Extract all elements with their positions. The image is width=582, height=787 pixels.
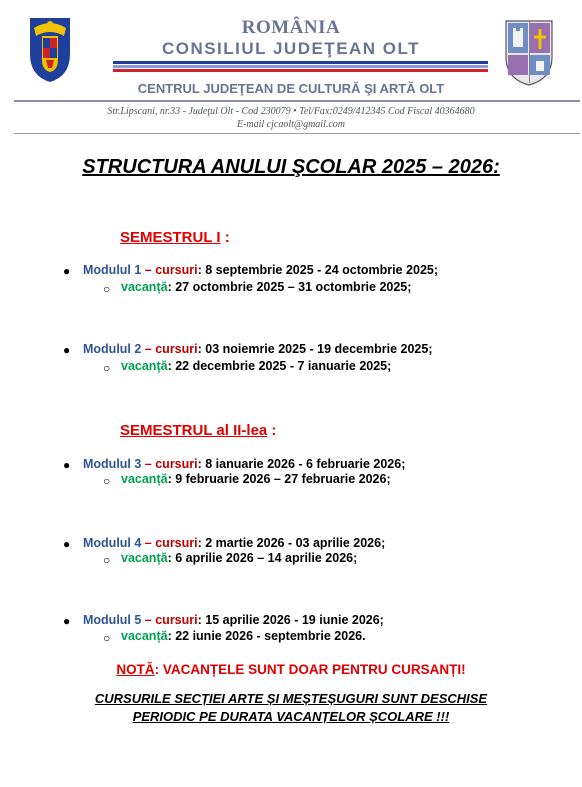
courses-label: cursuri	[155, 613, 198, 627]
semester-2-heading	[120, 422, 276, 439]
module-courses-line	[83, 342, 432, 356]
bullet-circle-icon: ○	[103, 631, 111, 645]
bullet-circle-icon: ○	[103, 474, 111, 488]
vacation-label: vacanță	[121, 629, 168, 643]
module-vacation-line	[121, 551, 357, 565]
address-line: Str.Lipscani, nr.33 - Judeţul Olt - Cod 230079 • Tel/Fax:0249/412345 Cod Fiscal 40364680	[107, 106, 475, 117]
bullet-circle-icon: ○	[103, 282, 111, 296]
courses-dates: : 03 noiemrie 2025 - 19 decembrie 2025;	[197, 342, 433, 356]
note-line	[0, 662, 582, 677]
courses-label: cursuri	[155, 536, 198, 550]
module-vacation-line	[121, 280, 411, 294]
vacation-label: vacanță	[121, 472, 168, 486]
bullet-disc-icon: ●	[63, 264, 71, 278]
semester-suffix: :	[267, 422, 277, 439]
module-vacation-line	[121, 472, 391, 486]
courses-dates: : 8 ianuarie 2026 - 6 februarie 2026;	[197, 457, 406, 471]
dash: –	[141, 342, 156, 356]
courses-dates: : 2 martie 2026 - 03 aprilie 2026;	[197, 536, 386, 550]
bullet-disc-icon: ●	[63, 614, 71, 628]
address-block	[0, 105, 582, 131]
dash: –	[141, 457, 156, 471]
email-line: E-mail cjcaolt@gmail.com	[236, 119, 346, 130]
courses-label: cursuri	[155, 263, 198, 277]
vacation-dates: : 27 octombrie 2025 – 31 octombrie 2025;	[167, 280, 412, 294]
dash: –	[141, 613, 156, 627]
note-text: : VACANȚELE SUNT DOAR PENTRU CURSANȚI!	[154, 662, 466, 677]
courses-label: cursuri	[155, 342, 198, 356]
module-name: Modulul 2	[83, 342, 142, 356]
vacation-label: vacanță	[121, 551, 168, 565]
module-name: Modulul 5	[83, 613, 142, 627]
vacation-dates: : 22 decembrie 2025 - 7 ianuarie 2025;	[167, 359, 392, 373]
vacation-dates: : 9 februarie 2026 – 27 februarie 2026;	[167, 472, 391, 486]
semester-suffix: :	[220, 229, 230, 246]
semester-label: SEMESTRUL al II-lea	[120, 422, 268, 439]
semester-1-heading	[120, 229, 230, 246]
module-courses-line	[83, 536, 385, 550]
vacation-dates: : 6 aprilie 2026 – 14 aprilie 2026;	[167, 551, 358, 565]
country-title: ROMÂNIA	[241, 17, 341, 38]
module-name: Modulul 1	[83, 263, 142, 277]
semester-label: SEMESTRUL I	[120, 229, 221, 246]
module-courses-line	[83, 263, 438, 277]
centre-title: CENTRUL JUDEŢEAN DE CULTURĂ ŞI ARTĂ OLT	[137, 81, 445, 96]
courses-label: cursuri	[155, 457, 198, 471]
module-name: Modulul 4	[83, 536, 142, 550]
bullet-circle-icon: ○	[103, 361, 111, 375]
note-label: NOTĂ	[116, 662, 155, 677]
courses-dates: : 8 septembrie 2025 - 24 octombrie 2025;	[197, 263, 439, 277]
address-divider	[14, 133, 580, 134]
vacation-label: vacanță	[121, 359, 168, 373]
module-vacation-line	[121, 359, 391, 373]
final-notice-line-2: PERIODIC PE DURATA VACANȚELOR ȘCOLARE !!!	[132, 709, 450, 724]
tricolor-lines	[113, 61, 488, 73]
bullet-disc-icon: ●	[63, 343, 71, 357]
dash: –	[141, 263, 156, 277]
courses-dates: : 15 aprilie 2026 - 19 iunie 2026;	[197, 613, 384, 627]
bullet-circle-icon: ○	[103, 553, 111, 567]
bullet-disc-icon: ●	[63, 537, 71, 551]
vacation-dates: : 22 iunie 2026 - septembrie 2026.	[167, 629, 366, 643]
header-divider	[14, 100, 580, 102]
module-courses-line	[83, 457, 405, 471]
module-name: Modulul 3	[83, 457, 142, 471]
module-vacation-line	[121, 629, 366, 643]
bullet-disc-icon: ●	[63, 458, 71, 472]
dash: –	[141, 536, 156, 550]
document-title: STRUCTURA ANULUI ŞCOLAR 2025 – 2026:	[82, 156, 500, 178]
council-title: CONSILIUL JUDEŢEAN OLT	[161, 39, 421, 58]
module-courses-line	[83, 613, 384, 627]
vacation-label: vacanță	[121, 280, 168, 294]
final-notice-line-1: CURSURILE SECȚIEI ARTE ȘI MEȘTEȘUGURI SUNT DESCHISE	[94, 691, 488, 706]
